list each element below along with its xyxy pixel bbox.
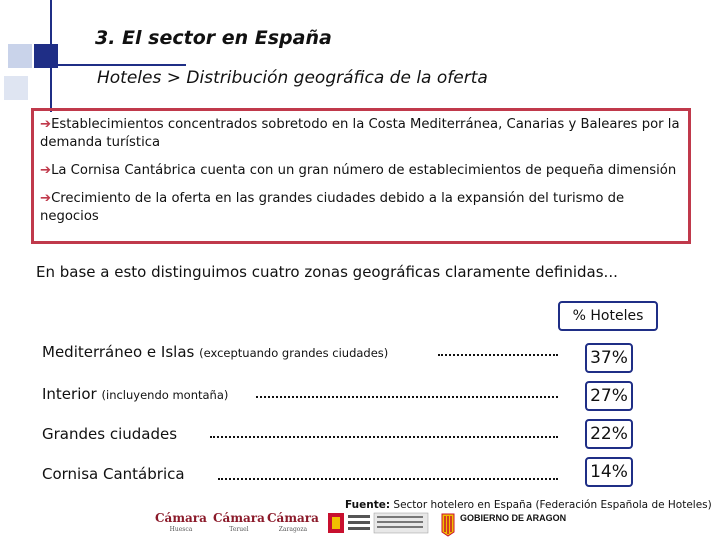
camara-logo: Cámara Teruel <box>213 511 265 533</box>
decor-vertical-line <box>50 0 52 112</box>
bullet-item <box>40 162 682 180</box>
zone-note: (incluyendo montaña) <box>101 388 229 402</box>
decor-square <box>4 76 28 100</box>
ministerio-logo <box>328 511 428 535</box>
zone-value: 22% <box>585 419 633 449</box>
intro-text: En base a esto distinguimos cuatro zonas geográficas claramente definidas... <box>36 263 618 281</box>
decor-horizontal-line <box>36 64 186 66</box>
zone-note: (exceptuando grandes ciudades) <box>199 346 389 360</box>
camara-logo: Cámara Huesca <box>155 511 207 533</box>
dotted-leader <box>218 478 558 480</box>
zone-name: Cornisa Cantábrica <box>42 465 185 483</box>
decor-square <box>0 0 36 36</box>
bullet-text: La Cornisa Cantábrica cuenta con un gran número de establecimientos de pequeña dimensión <box>51 163 677 178</box>
dotted-leader <box>438 354 558 356</box>
svg-text:GOBIERNO DE ARAGON: GOBIERNO DE ARAGON <box>460 513 567 523</box>
arrow-icon: ➔ <box>40 191 52 206</box>
arrow-icon: ➔ <box>40 163 52 178</box>
zone-row <box>42 465 185 483</box>
decor-square <box>8 44 32 68</box>
bullet-item <box>40 190 682 226</box>
page-subtitle: Hoteles > Distribución geográfica de la oferta <box>97 68 488 88</box>
highlight-box <box>31 108 691 244</box>
dotted-leader <box>210 436 558 438</box>
zone-row <box>42 385 228 403</box>
page-title: 3. El sector en España <box>95 27 332 49</box>
zone-value: 37% <box>585 343 633 373</box>
dotted-leader <box>256 396 558 398</box>
bullet-text: Crecimiento de la oferta en las grandes ciudades debido a la expansión del turismo de negocios <box>40 191 625 224</box>
zone-value: 14% <box>585 457 633 487</box>
source-label: Fuente: <box>345 499 391 511</box>
zone-name: Grandes ciudades <box>42 425 178 443</box>
bullet-text: Establecimientos concentrados sobretodo en la Costa Mediterránea, Canarias y Baleares por la demanda turística <box>40 117 680 150</box>
source-text: Sector hotelero en España (Federación Española de Hoteles) <box>393 499 712 511</box>
zone-row <box>42 425 177 443</box>
zone-value: 27% <box>585 381 633 411</box>
bullet-item <box>40 116 682 152</box>
arrow-icon: ➔ <box>40 117 52 132</box>
zone-name: Interior <box>42 385 97 403</box>
camara-logo: Cámara Zaragoza <box>267 511 319 533</box>
gobierno-aragon-logo <box>440 508 567 538</box>
legend-label: % Hoteles <box>558 301 658 331</box>
zone-name: Mediterráneo e Islas <box>42 343 195 361</box>
zone-row <box>42 343 388 361</box>
